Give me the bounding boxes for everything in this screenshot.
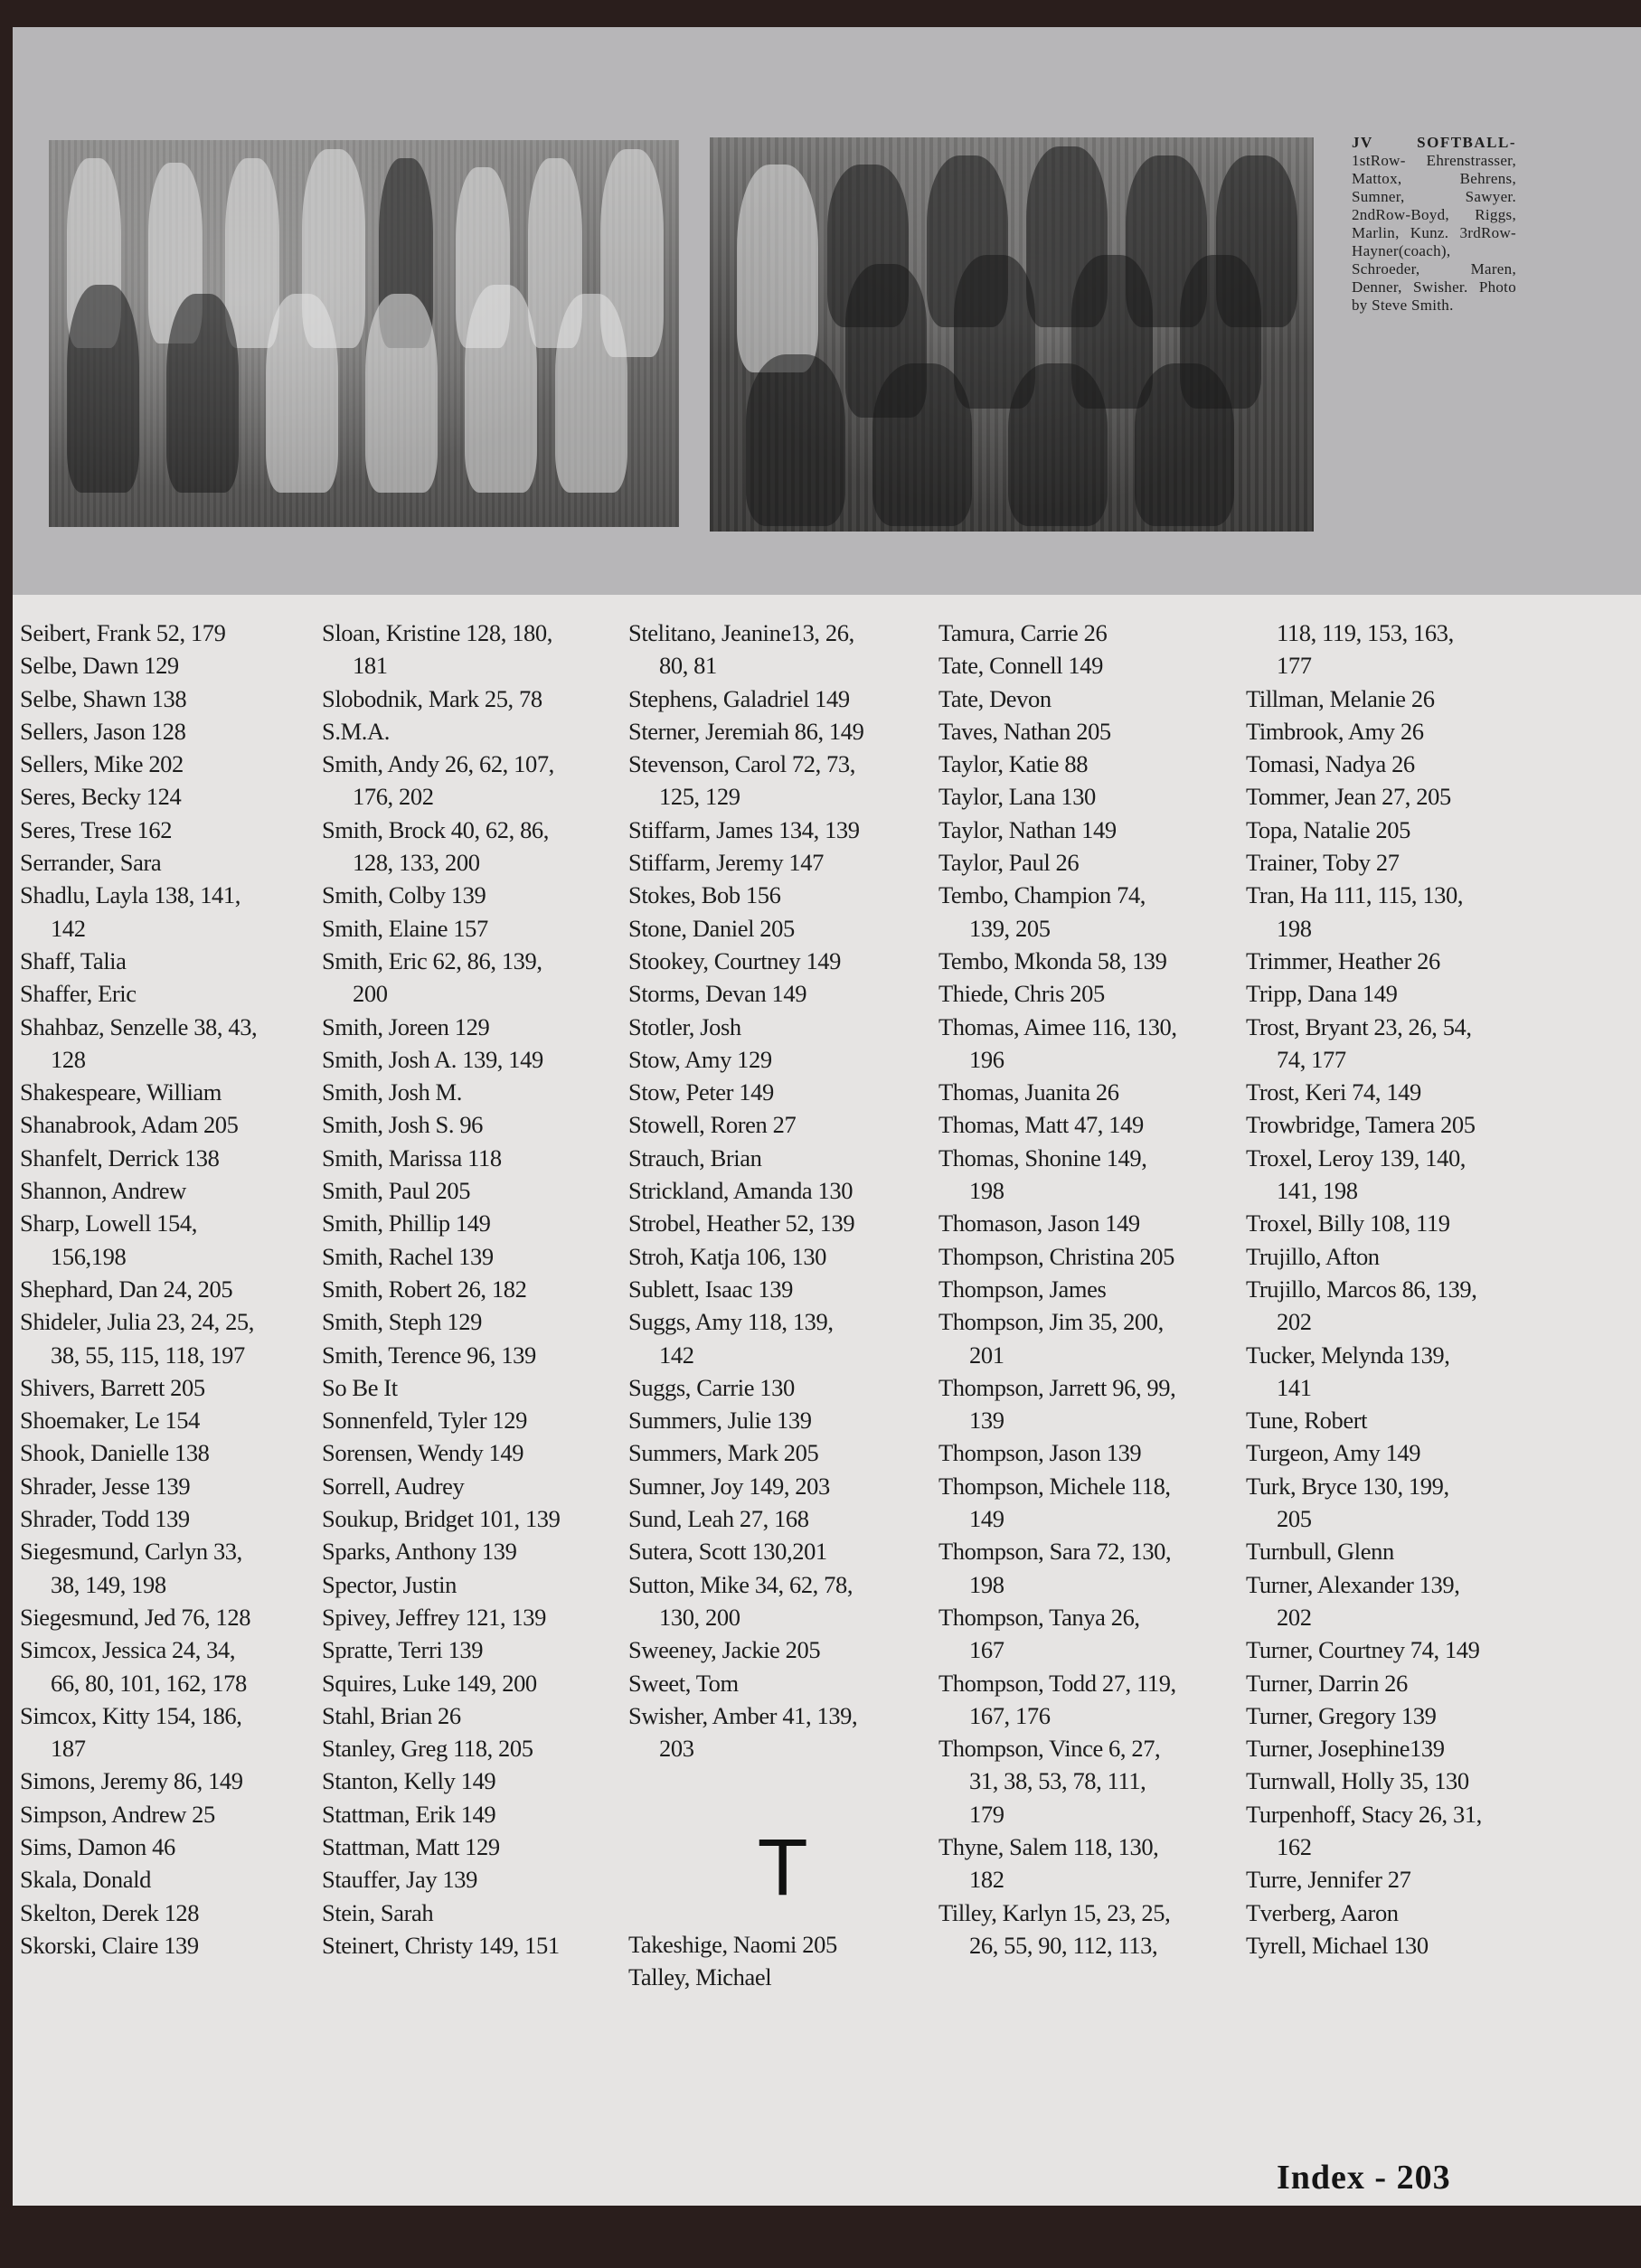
index-entry: Thomas, Matt 47, 149: [938, 1111, 1144, 1139]
index-entry: Tembo, Champion 74,: [938, 881, 1146, 909]
index-entry: Siegesmund, Carlyn 33,: [20, 1538, 242, 1566]
index-entry: Smith, Joreen 129: [322, 1012, 490, 1040]
index-entry: Taves, Nathan 205: [938, 717, 1111, 745]
index-entry: Storms, Devan 149: [628, 980, 807, 1008]
index-entry: Shaff, Talia: [20, 946, 127, 974]
index-entry: Sweeney, Jackie 205: [628, 1636, 821, 1664]
index-entry: Steinert, Christy 149, 151: [322, 1931, 560, 1959]
index-entry-continuation: 128, 133, 200: [353, 849, 480, 877]
index-entry-continuation: 80, 81: [659, 652, 717, 680]
index-entry: Suggs, Amy 118, 139,: [628, 1308, 834, 1336]
index-entry: Tyrell, Michael 130: [1246, 1931, 1429, 1959]
index-entry: Tripp, Dana 149: [1246, 980, 1398, 1008]
index-entry: Shrader, Jesse 139: [20, 1472, 191, 1500]
index-entry: Topa, Natalie 205: [1246, 815, 1410, 843]
index-entry: Stahl, Brian 26: [322, 1701, 461, 1729]
index-entry: Tune, Robert: [1246, 1407, 1368, 1435]
index-entry: Taylor, Nathan 149: [938, 815, 1117, 843]
index-entry: Tommer, Jean 27, 205: [1246, 783, 1451, 811]
index-column-3-continued: [628, 1928, 918, 1994]
index-entry: Troxel, Billy 108, 119: [1246, 1209, 1450, 1238]
index-entry: Turre, Jennifer 27: [1246, 1866, 1411, 1894]
index-entry: Smith, Steph 129: [322, 1308, 482, 1336]
index-entry-continuation: 177: [1277, 652, 1312, 680]
index-entry: Thompson, James: [938, 1275, 1107, 1303]
index-entry: Shanabrook, Adam 205: [20, 1111, 239, 1139]
index-entry-continuation: 149: [969, 1505, 1004, 1533]
index-entry: Stokes, Bob 156: [628, 881, 781, 909]
index-entry: Stookey, Courtney 149: [628, 946, 841, 974]
index-entry-continuation: 167, 176: [969, 1701, 1051, 1729]
index-entry: Strauch, Brian: [628, 1143, 762, 1172]
index-entry-continuation: 156,198: [51, 1242, 127, 1270]
index-entry: Simons, Jeremy 86, 149: [20, 1767, 243, 1795]
index-entry: Thompson, Christina 205: [938, 1242, 1174, 1270]
index-entry: Strickland, Amanda 130: [628, 1177, 854, 1205]
index-entry: Trost, Bryant 23, 26, 54,: [1246, 1012, 1472, 1040]
index-entry-continuation: 128: [51, 1045, 86, 1073]
index-entry-continuation: 203: [659, 1735, 694, 1763]
index-entry: Sorrell, Audrey: [322, 1472, 465, 1500]
index-entry: Skelton, Derek 128: [20, 1898, 200, 1926]
index-entry: Shoemaker, Le 154: [20, 1407, 200, 1435]
index-entry: Stanton, Kelly 149: [322, 1767, 496, 1795]
index-entry: Turnwall, Holly 35, 130: [1246, 1767, 1469, 1795]
page-number: Index - 203: [1277, 2159, 1451, 2197]
photo-band: [13, 27, 1641, 595]
index-entry: Selbe, Shawn 138: [20, 684, 187, 712]
index-entry: Sharp, Lowell 154,: [20, 1209, 197, 1238]
index-entry: Thomason, Jason 149: [938, 1209, 1140, 1238]
index-entry-continuation: 205: [1277, 1505, 1312, 1533]
team-photo-left: [49, 140, 679, 527]
index-entry: Sorensen, Wendy 149: [322, 1439, 524, 1467]
index-entry: Taylor, Lana 130: [938, 783, 1096, 811]
index-entry-continuation: 198: [1277, 914, 1312, 942]
caption-lead: JV SOFTBALL-: [1352, 134, 1516, 151]
index-entry-continuation: 179: [969, 1800, 1004, 1828]
index-entry: Turner, Courtney 74, 149: [1246, 1636, 1480, 1664]
index-entry: So Be It: [322, 1373, 398, 1401]
index-column-3: [628, 616, 918, 1765]
index-entry: Turpenhoff, Stacy 26, 31,: [1246, 1800, 1482, 1828]
index-entry-continuation: 130, 200: [659, 1603, 740, 1631]
index-entry: Stiffarm, Jeremy 147: [628, 849, 824, 877]
index-entry: Summers, Julie 139: [628, 1407, 812, 1435]
index-entry: Thompson, Sara 72, 130,: [938, 1538, 1172, 1566]
index-entry: Shook, Danielle 138: [20, 1439, 210, 1467]
index-entry: Shrader, Todd 139: [20, 1505, 190, 1533]
index-entry: Sonnenfeld, Tyler 129: [322, 1407, 527, 1435]
index-entry: Taylor, Paul 26: [938, 849, 1080, 877]
index-entry-continuation: 141: [1277, 1373, 1312, 1401]
index-entry: Tate, Devon: [938, 684, 1052, 712]
index-entry: Sund, Leah 27, 168: [628, 1505, 809, 1533]
index-entry: Tilley, Karlyn 15, 23, 25,: [938, 1898, 1171, 1926]
index-entry: Seres, Trese 162: [20, 815, 173, 843]
index-entry: Smith, Colby 139: [322, 881, 486, 909]
index-entry: Selbe, Dawn 129: [20, 652, 179, 680]
index-entry-continuation: 142: [659, 1341, 694, 1369]
index-entry: Tembo, Mkonda 58, 139: [938, 946, 1167, 974]
index-entry-continuation: 139: [969, 1407, 1004, 1435]
index-entry: Troxel, Leroy 139, 140,: [1246, 1143, 1467, 1172]
index-entry: Shaffer, Eric: [20, 980, 137, 1008]
index-entry: Turner, Gregory 139: [1246, 1701, 1437, 1729]
index-entry: Sutera, Scott 130,201: [628, 1538, 827, 1566]
index-entry-continuation: 26, 55, 90, 112, 113,: [969, 1931, 1158, 1959]
index-entry: Stotler, Josh: [628, 1012, 741, 1040]
index-entry: Smith, Robert 26, 182: [322, 1275, 527, 1303]
index-entry-continuation: 118, 119, 153, 163,: [1277, 619, 1454, 646]
index-entry: Smith, Josh A. 139, 149: [322, 1045, 543, 1073]
index-entry: Tamura, Carrie 26: [938, 619, 1108, 646]
index-entry-continuation: 202: [1277, 1308, 1312, 1336]
index-entry: Thompson, Jason 139: [938, 1439, 1142, 1467]
photo-caption: [1352, 134, 1516, 315]
index-entry: Tran, Ha 111, 115, 130,: [1246, 881, 1464, 909]
index-entry: Smith, Brock 40, 62, 86,: [322, 815, 549, 843]
index-entry: Turner, Darrin 26: [1246, 1669, 1408, 1697]
index-entry: Stauffer, Jay 139: [322, 1866, 477, 1894]
index-entry-continuation: 38, 149, 198: [51, 1570, 166, 1598]
index-entry: Smith, Josh M.: [322, 1078, 462, 1106]
index-entry-continuation: 200: [353, 980, 388, 1008]
index-entry: Tomasi, Nadya 26: [1246, 750, 1415, 778]
index-entry: Talley, Michael: [628, 1963, 772, 1991]
index-entry-continuation: 162: [1277, 1832, 1312, 1860]
page-edge: [0, 0, 1641, 27]
index-entry: Thompson, Jarrett 96, 99,: [938, 1373, 1176, 1401]
index-entry-continuation: 141, 198: [1277, 1177, 1358, 1205]
index-entry: Trujillo, Afton: [1246, 1242, 1380, 1270]
index-entry: Thompson, Jim 35, 200,: [938, 1308, 1164, 1336]
index-entry: Siegesmund, Jed 76, 128: [20, 1603, 251, 1631]
index-entry: Smith, Paul 205: [322, 1177, 471, 1205]
index-entry: Thiede, Chris 205: [938, 980, 1105, 1008]
index-entry: Squires, Luke 149, 200: [322, 1669, 537, 1697]
index-entry: Thomas, Aimee 116, 130,: [938, 1012, 1177, 1040]
yearbook-index-page: [13, 27, 1641, 2206]
index-entry: Shahbaz, Senzelle 38, 43,: [20, 1012, 258, 1040]
index-entry: Stattman, Erik 149: [322, 1800, 496, 1828]
index-entry: Smith, Terence 96, 139: [322, 1341, 536, 1369]
index-entry: Skala, Donald: [20, 1866, 151, 1894]
index-column-1: [20, 616, 309, 1962]
index-entry: Stroh, Katja 106, 130: [628, 1242, 827, 1270]
index-entry-continuation: 125, 129: [659, 783, 740, 811]
index-entry: Smith, Phillip 149: [322, 1209, 491, 1238]
index-entry: Shadlu, Layla 138, 141,: [20, 881, 240, 909]
index-entry: Smith, Marissa 118: [322, 1143, 502, 1172]
index-entry: Spratte, Terri 139: [322, 1636, 484, 1664]
index-entry: Simcox, Jessica 24, 34,: [20, 1636, 236, 1664]
index-entry: Turk, Bryce 130, 199,: [1246, 1472, 1449, 1500]
index-entry-continuation: 38, 55, 115, 118, 197: [51, 1341, 245, 1369]
index-entry: Thomas, Juanita 26: [938, 1078, 1119, 1106]
index-entry: Smith, Eric 62, 86, 139,: [322, 946, 542, 974]
index-entry: Taylor, Katie 88: [938, 750, 1089, 778]
index-entry-continuation: 196: [969, 1045, 1004, 1073]
index-entry: Sloan, Kristine 128, 180,: [322, 619, 552, 646]
index-entry-continuation: 176, 202: [353, 783, 434, 811]
index-entry: Thyne, Salem 118, 130,: [938, 1832, 1159, 1860]
index-entry: Soukup, Bridget 101, 139: [322, 1505, 561, 1533]
index-entry: Summers, Mark 205: [628, 1439, 819, 1467]
index-entry: Thomas, Shonine 149,: [938, 1143, 1147, 1172]
index-entry-continuation: 198: [969, 1570, 1004, 1598]
index-entry-continuation: 31, 38, 53, 78, 111,: [969, 1767, 1146, 1795]
index-entry-continuation: 74, 177: [1277, 1045, 1346, 1073]
index-entry-continuation: 139, 205: [969, 914, 1051, 942]
team-photo-softball: [710, 137, 1314, 532]
index-entry-continuation: 182: [969, 1866, 1004, 1894]
index-entry: Sparks, Anthony 139: [322, 1538, 517, 1566]
index-entry: Shivers, Barrett 205: [20, 1373, 205, 1401]
index-entry: Stone, Daniel 205: [628, 914, 795, 942]
index-column-2: [322, 616, 611, 1962]
index-entry: Stevenson, Carol 72, 73,: [628, 750, 855, 778]
index-entry: Trost, Keri 74, 149: [1246, 1078, 1421, 1106]
index-entry: Stow, Peter 149: [628, 1078, 774, 1106]
index-entry: Stanley, Greg 118, 205: [322, 1735, 533, 1763]
index-entry: Sellers, Jason 128: [20, 717, 186, 745]
index-entry: Smith, Elaine 157: [322, 914, 488, 942]
index-entry: Stiffarm, James 134, 139: [628, 815, 860, 843]
index-entry: Stowell, Roren 27: [628, 1111, 797, 1139]
index-entry-continuation: 142: [51, 914, 86, 942]
index-entry: Stelitano, Jeanine13, 26,: [628, 619, 854, 646]
index-entry: Trujillo, Marcos 86, 139,: [1246, 1275, 1477, 1303]
index-entry-continuation: 181: [353, 652, 388, 680]
index-entry: Skorski, Claire 139: [20, 1931, 199, 1959]
index-entry: Shanfelt, Derrick 138: [20, 1143, 220, 1172]
index-entry: Tucker, Melynda 139,: [1246, 1341, 1450, 1369]
index-entry: Smith, Josh S. 96: [322, 1111, 484, 1139]
index-entry: Suggs, Carrie 130: [628, 1373, 795, 1401]
index-entry: Sterner, Jeremiah 86, 149: [628, 717, 864, 745]
index-entry: Slobodnik, Mark 25, 78: [322, 684, 542, 712]
index-entry: Serrander, Sara: [20, 849, 162, 877]
index-entry: Sims, Damon 46: [20, 1832, 175, 1860]
index-entry: Turgeon, Amy 149: [1246, 1439, 1421, 1467]
index-entry: Thompson, Vince 6, 27,: [938, 1735, 1161, 1763]
index-column-5: [1246, 616, 1535, 1962]
index-entry: Tate, Connell 149: [938, 652, 1103, 680]
index-entry: Turner, Alexander 139,: [1246, 1570, 1460, 1598]
index-entry-continuation: 167: [969, 1636, 1004, 1664]
index-entry-continuation: 201: [969, 1341, 1004, 1369]
index-entry: Swisher, Amber 41, 139,: [628, 1701, 858, 1729]
index-entry: Sublett, Isaac 139: [628, 1275, 793, 1303]
index-entry: Tverberg, Aaron: [1246, 1898, 1399, 1926]
index-entry-continuation: 198: [969, 1177, 1004, 1205]
index-entry: Smith, Rachel 139: [322, 1242, 494, 1270]
section-letter: T: [759, 1824, 806, 1913]
index-entry: Stein, Sarah: [322, 1898, 434, 1926]
index-entry: Turnbull, Glenn: [1246, 1538, 1394, 1566]
index-entry: Takeshige, Naomi 205: [628, 1931, 837, 1958]
index-entry: Shideler, Julia 23, 24, 25,: [20, 1308, 255, 1336]
index-entry: S.M.A.: [322, 717, 390, 745]
index-entry: Thompson, Michele 118,: [938, 1472, 1171, 1500]
index-entry: Sweet, Tom: [628, 1669, 739, 1697]
index-entry: Trainer, Toby 27: [1246, 849, 1400, 877]
index-entry: Smith, Andy 26, 62, 107,: [322, 750, 554, 778]
index-entry-continuation: 187: [51, 1735, 86, 1763]
index-entry: Timbrook, Amy 26: [1246, 717, 1424, 745]
index-entry: Simcox, Kitty 154, 186,: [20, 1701, 242, 1729]
index-entry: Thompson, Tanya 26,: [938, 1603, 1140, 1631]
index-entry: Spivey, Jeffrey 121, 139: [322, 1603, 546, 1631]
index-entry: Sutton, Mike 34, 62, 78,: [628, 1570, 854, 1598]
index-entry-continuation: 202: [1277, 1603, 1312, 1631]
index-entry: Shephard, Dan 24, 205: [20, 1275, 233, 1303]
caption-body: 1stRow- Ehrenstrasser, Mattox, Behrens, Sumner, Sawyer. 2ndRow-Boyd, Riggs, Marlin, Kunz. 3rdRow- Hayner(coach), Schroeder, Maren, Denner, Swisher. Photo by Steve Smith.: [1352, 152, 1516, 314]
index-entry: Seibert, Frank 52, 179: [20, 619, 226, 646]
index-entry: Trowbridge, Tamera 205: [1246, 1111, 1476, 1139]
index-entry: Seres, Becky 124: [20, 783, 182, 811]
index-entry: Stow, Amy 129: [628, 1045, 772, 1073]
index-entry: Sumner, Joy 149, 203: [628, 1472, 830, 1500]
index-entry: Stattman, Matt 129: [322, 1832, 500, 1860]
index-entry: Thompson, Todd 27, 119,: [938, 1669, 1176, 1697]
index-entry: Spector, Justin: [322, 1570, 457, 1598]
index-entry: Simpson, Andrew 25: [20, 1800, 215, 1828]
index-entry: Sellers, Mike 202: [20, 750, 184, 778]
index-entry: Turner, Josephine139: [1246, 1735, 1445, 1763]
index-entry: Tillman, Melanie 26: [1246, 684, 1435, 712]
index-entry: Shakespeare, William: [20, 1078, 222, 1106]
index-entry: Trimmer, Heather 26: [1246, 946, 1440, 974]
index-entry: Shannon, Andrew: [20, 1177, 186, 1205]
index-entry-continuation: 66, 80, 101, 162, 178: [51, 1669, 247, 1697]
index-entry: Strobel, Heather 52, 139: [628, 1209, 855, 1238]
index-column-4: [938, 616, 1228, 1962]
index-entry: Stephens, Galadriel 149: [628, 684, 850, 712]
